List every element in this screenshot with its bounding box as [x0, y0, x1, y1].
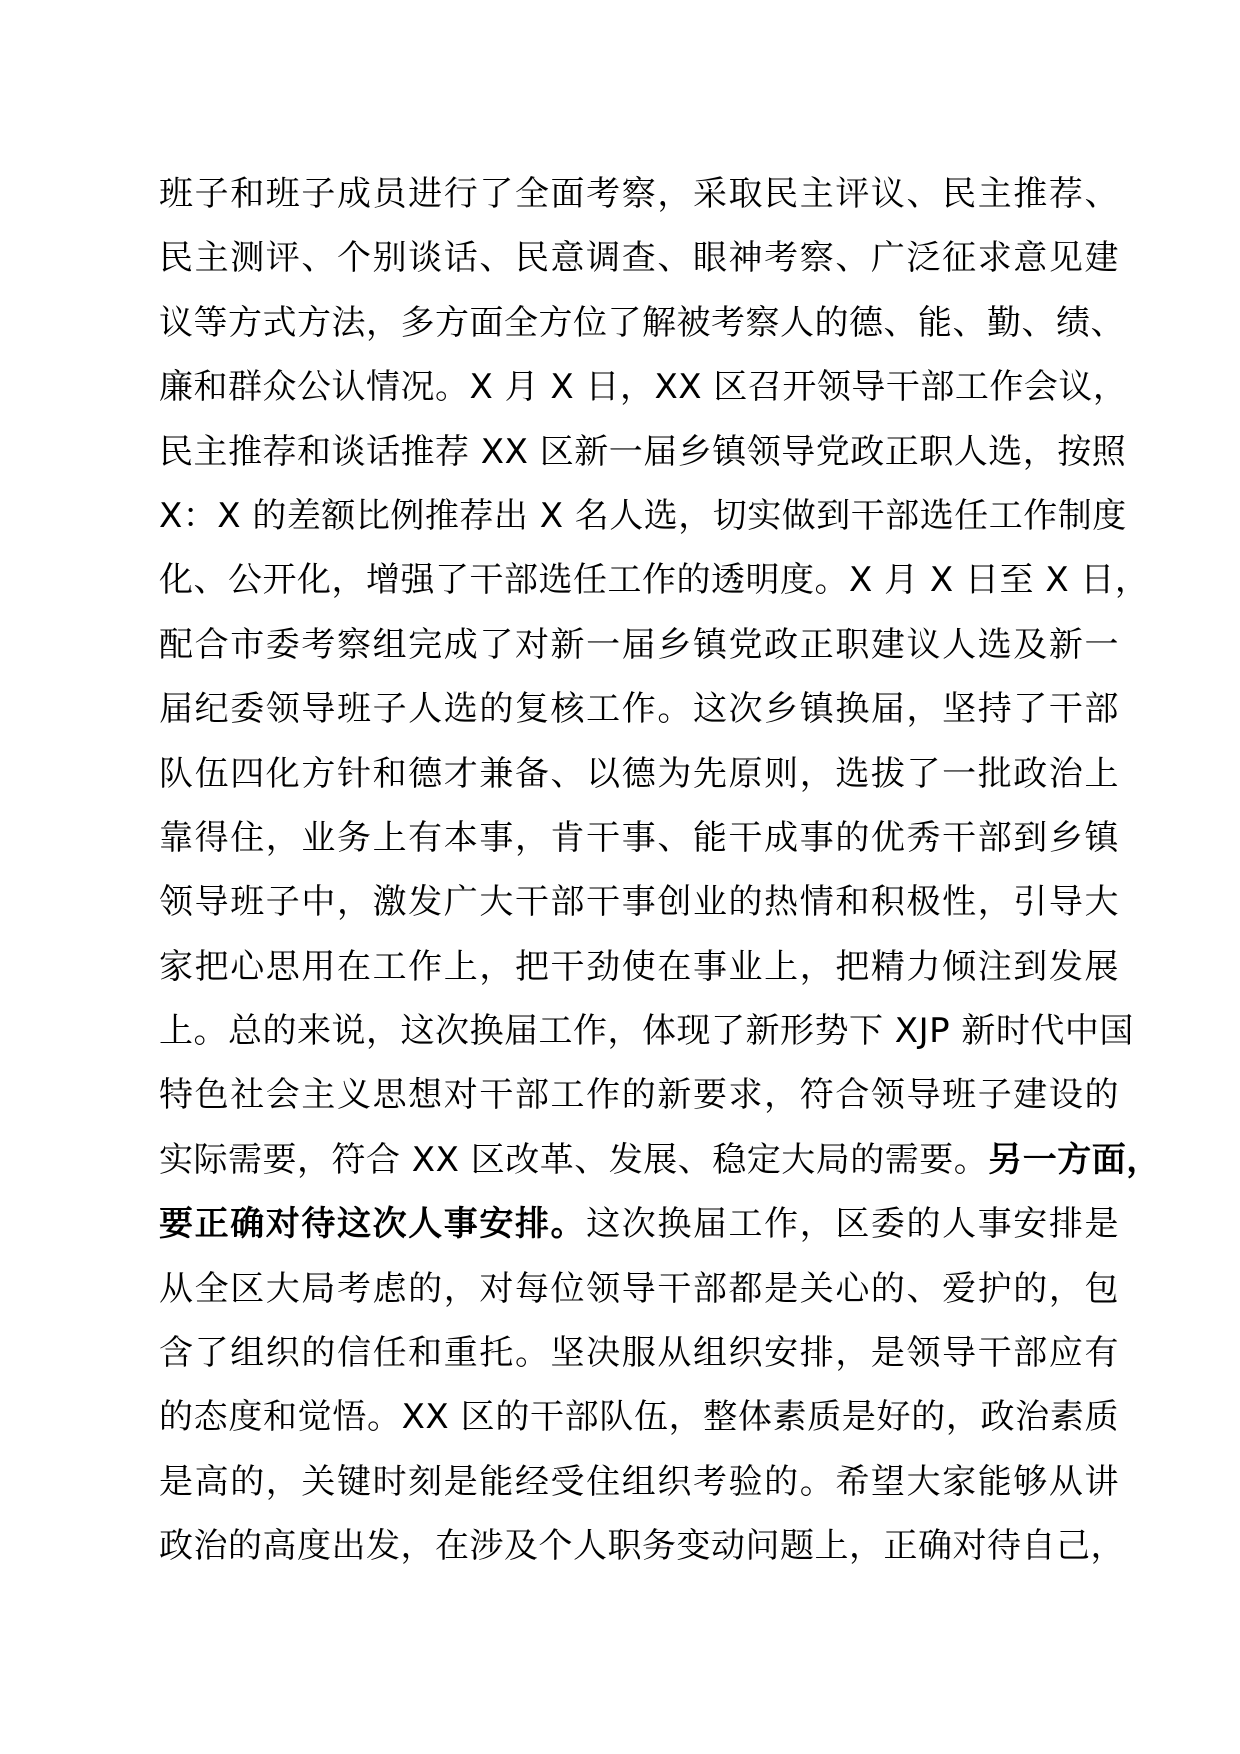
normal-text: 这次换届工作，区委的人事安排是: [586, 1204, 1120, 1245]
text-line: 政治的高度出发，在涉及个人职务变动问题上，正确对待自己，: [159, 1526, 1125, 1567]
text-line: 从全区大局考虑的，对每位领导干部都是关心的、爱护的，包: [159, 1268, 1119, 1309]
text-line: 议等方式方法，多方面全方位了解被考察人的德、能、勤、绩、: [159, 302, 1125, 343]
text-line: 民主测评、个别谈话、民意调查、眼神考察、广泛征求意见建: [159, 238, 1119, 279]
text-line-mixed: [159, 1128, 1161, 1192]
text-line: 廉和群众公认情况。X 月 X 日，XX 区召开领导干部工作会议，: [159, 367, 1128, 408]
text-line: 届纪委领导班子人选的复核工作。这次乡镇换届，坚持了干部: [159, 689, 1119, 730]
text-line: 化、公开化，增强了干部选任工作的透明度。X 月 X 日至 X 日，: [159, 560, 1150, 601]
text-line-mixed: [159, 1192, 1119, 1256]
text-line: 领导班子中，激发广大干部干事创业的热情和积极性，引导大: [159, 882, 1119, 923]
text-line: 队伍四化方针和德才兼备、以德为先原则，选拔了一批政治上: [159, 753, 1119, 794]
text-line: 特色社会主义思想对干部工作的新要求，符合领导班子建设的: [159, 1075, 1119, 1116]
normal-text: 实际需要，符合 XX 区改革、发展、稳定大局的需要。: [159, 1139, 989, 1180]
bold-heading-text: 另一方面，: [988, 1139, 1161, 1180]
text-line: 民主推荐和谈话推荐 XX 区新一届乡镇领导党政正职人选，按照: [159, 431, 1127, 472]
text-line: 班子和班子成员进行了全面考察，采取民主评议、民主推荐、: [159, 174, 1119, 214]
text-line: 含了组织的信任和重托。坚决服从组织安排，是领导干部应有: [159, 1333, 1119, 1374]
bold-heading-text: 要正确对待这次人事安排。: [159, 1204, 587, 1245]
body-text: [159, 162, 1161, 1579]
text-line: 上。总的来说，这次换届工作，体现了新形势下 XJP 新时代中国: [159, 1011, 1134, 1052]
text-line: 的态度和觉悟。XX 区的干部队伍，整体素质是好的，政治素质: [159, 1397, 1119, 1438]
text-line: 配合市委考察组完成了对新一届乡镇党政正职建议人选及新一: [159, 624, 1119, 665]
text-line: 是高的，关键时刻是能经受住组织考验的。希望大家能够从讲: [159, 1461, 1119, 1502]
text-line: X：X 的差额比例推荐出 X 名人选，切实做到干部选任工作制度: [159, 495, 1127, 536]
text-line: 家把心思用在工作上，把干劲使在事业上，把精力倾注到发展: [159, 946, 1119, 987]
text-line: 靠得住，业务上有本事，肯干事、能干成事的优秀干部到乡镇: [159, 817, 1119, 858]
